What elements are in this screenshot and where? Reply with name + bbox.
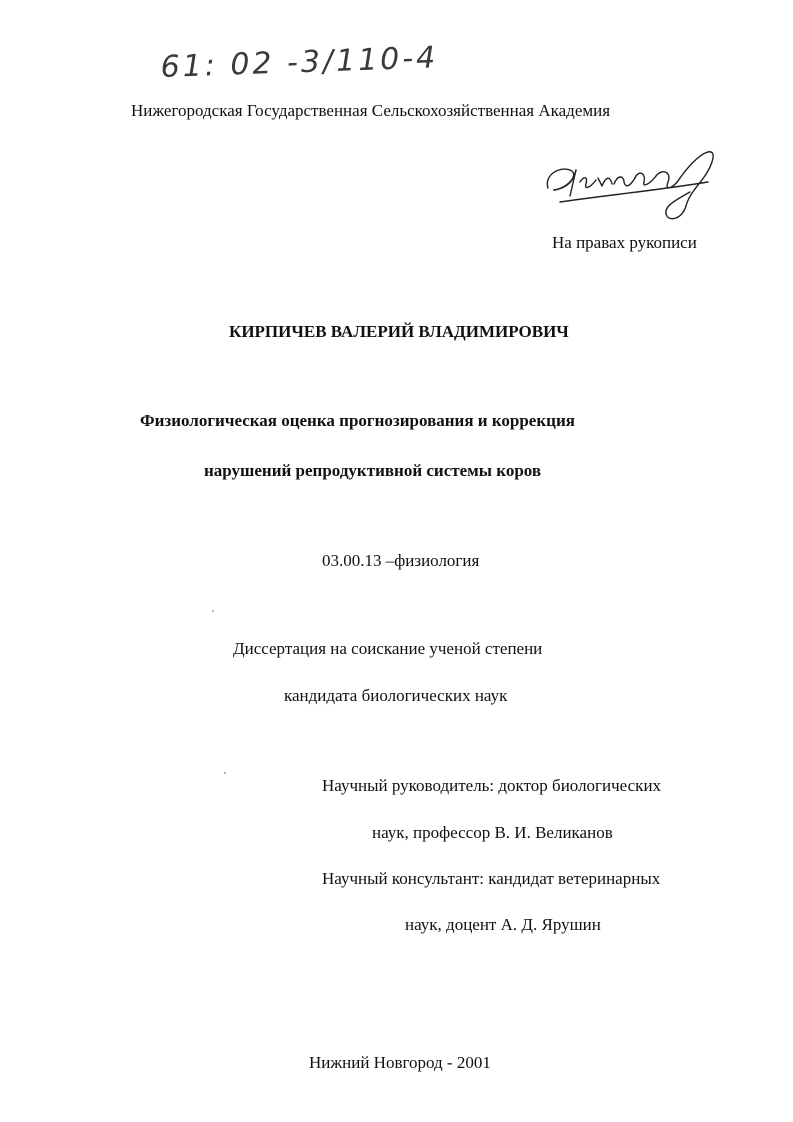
manuscript-rights-note: На правах рукописи <box>552 233 697 252</box>
handwritten-archive-code: 61: 02 -3/110-4 <box>160 40 439 85</box>
institution-name: Нижегородская Государственная Сельскохозяйственная Академия <box>131 101 611 120</box>
thesis-title-line-2: нарушений репродуктивной системы коров <box>204 461 542 480</box>
place-and-year: Нижний Новгород - 2001 <box>309 1053 491 1072</box>
thesis-title-line-1: Физиологическая оценка прогнозирования и коррекция <box>140 411 575 430</box>
consultant-line-2: наук, доцент А. Д. Ярушин <box>405 915 601 934</box>
supervisor-line-1: Научный руководитель: доктор биологических <box>322 776 662 795</box>
scan-speck <box>224 772 226 774</box>
specialty-code: 03.00.13 –физиология <box>322 551 480 570</box>
degree-line-1: Диссертация на соискание ученой степени <box>233 639 543 658</box>
degree-line-2: кандидата биологических наук <box>284 686 508 705</box>
supervisor-line-2: наук, профессор В. И. Великанов <box>372 823 613 842</box>
consultant-line-1: Научный консультант: кандидат ветеринарных <box>322 869 661 888</box>
author-name: КИРПИЧЕВ ВАЛЕРИЙ ВЛАДИМИРОВИЧ <box>229 322 569 341</box>
author-signature <box>540 140 730 230</box>
scan-speck <box>212 610 214 612</box>
